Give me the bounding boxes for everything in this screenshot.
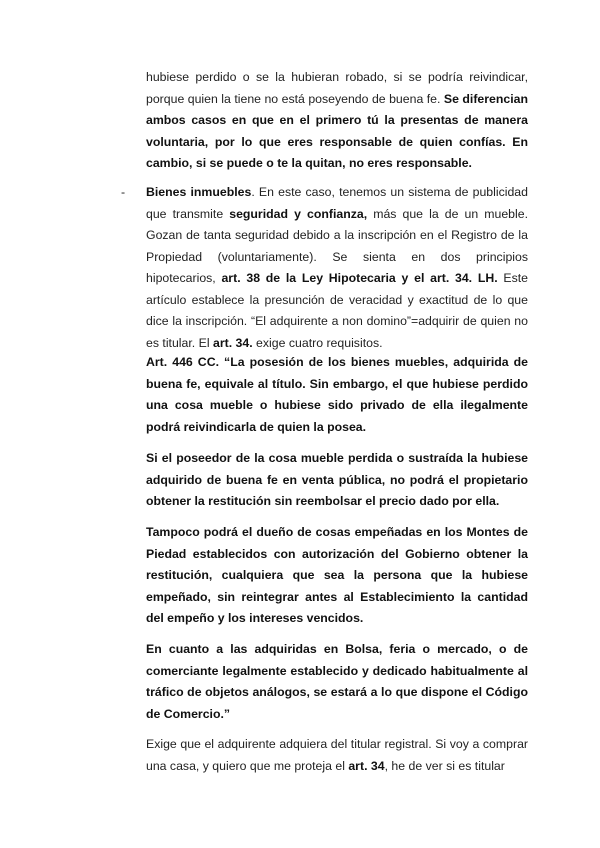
bullet-text-1: . En este caso, tenemos un sistema de publicidad que transmite (146, 185, 528, 221)
bullet-marker: - (121, 185, 126, 199)
bullet-bold-3: art. 34. (212, 335, 253, 350)
quote-paragraph-3 (146, 522, 528, 630)
bullet-bold-1: seguridad y confianza, (229, 206, 368, 221)
bullet-text-4: exige cuatro requisitos. (252, 335, 383, 350)
quote-paragraph-2-text: Si el poseedor de la cosa mueble perdida o sustraída la hubiese adquirido de buena fe en venta pública, no podrá el propietario obtener la restitución sin reembolsar el precio dado por ella. (146, 451, 528, 508)
quote-paragraph-2 (146, 448, 528, 513)
bullet-bold-2: art. 38 de la Ley Hipotecaria y el art. 34. LH. (221, 271, 498, 285)
paragraph-continuation (146, 67, 528, 175)
bullet-inmuebles-paragraph (146, 182, 528, 354)
quote-paragraph-1 (146, 352, 528, 438)
final-bold-1: art. 34 (348, 758, 385, 773)
final-paragraph (146, 734, 528, 777)
paragraph-continuation-text: hubiese perdido o se la hubieran robado, si se podría reivindicar, porque quien la tiene no está poseyendo de buena fe. (146, 70, 528, 106)
final-text-1: Exige que el adquirente adquiera del titular registral. Si voy a comprar una casa, y quiero que me proteja el (146, 737, 528, 773)
quote-paragraph-3-text: Tampoco podrá el dueño de cosas empeñadas en los Montes de Piedad establecidos con autorización del Gobierno obtener la restitución, cualquiera que sea la persona que la hubiese empeñado, sin reintegrar antes al Establecimiento la cantidad del empeño y los intereses vencidos. (146, 525, 528, 625)
quote-paragraph-4-text: En cuanto a las adquiridas en Bolsa, feria o mercado, o de comerciante legalmente establecido y dedicado habitualmente al tráfico de objetos análogos, se estará a lo que dispone el Código de Comercio.” (146, 642, 528, 721)
quote-paragraph-4 (146, 639, 528, 725)
quote-paragraph-1-text: Art. 446 CC. “La posesión de los bienes muebles, adquirida de buena fe, equivale al título. Sin embargo, el que hubiese perdido una cosa mueble o hubiese sido privado de ella ilegalmente podrá reivindicarla de quien la posea. (146, 355, 528, 434)
paragraph-continuation-bold: Se diferencian ambos casos en que en el primero tú la presentas de manera voluntaria, por lo que eres responsable de quien confías. En cambio, si se puede o te la quitan, no eres responsable. (146, 91, 528, 170)
final-text-2: , he de ver si es titular (384, 758, 505, 773)
bullet-text-2: más que la de un mueble. Gozan de tanta seguridad debido a la inscripción en el Registro de la Propiedad (voluntariamente). Se sienta en dos principios hipotecarios, (146, 206, 528, 285)
bullet-title: Bienes inmuebles (146, 185, 252, 199)
bullet-text-3: Este artículo establece la presunción de veracidad y exactitud de lo que dice la inscripción. “El adquirente a non domino”=adquirir de quien no es titular. El (146, 271, 528, 350)
